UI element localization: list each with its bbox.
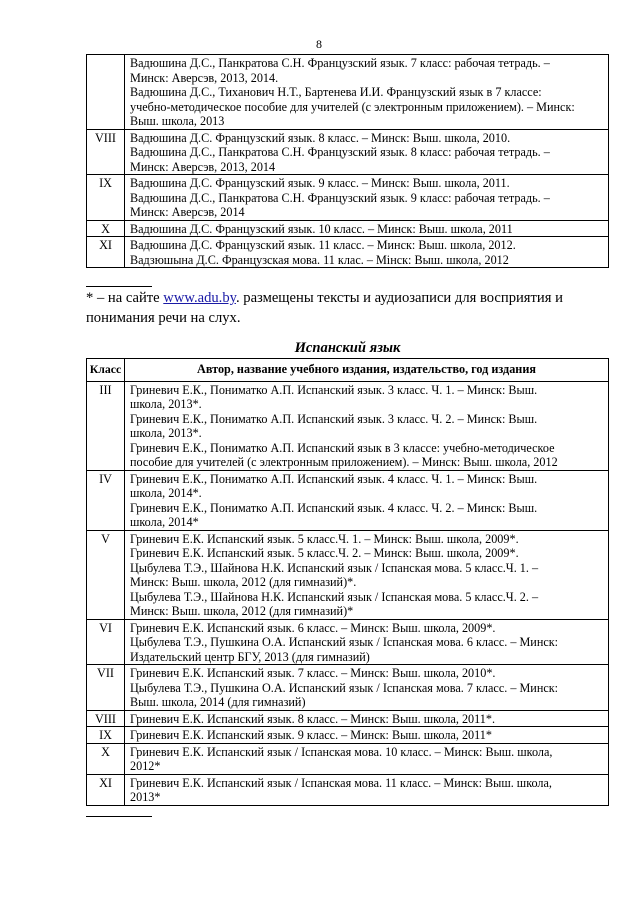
- content-cell: [125, 220, 609, 237]
- spanish-table-body: [87, 381, 609, 805]
- adu-by-link[interactable]: www.adu.by: [163, 290, 236, 306]
- content-line: Издательский центр БГУ, 2013 (для гимназий): [130, 649, 370, 664]
- content-line: Минск: Выш. школа, 2012 (для гимназий)*.: [130, 575, 357, 589]
- content-cell: [125, 55, 609, 130]
- content-line: Вадюшина Д.С. Французский язык. 9 класс. – Минск: Выш. школа, 2011.: [130, 176, 510, 190]
- content-line: Гриневич Е.К. Испанский язык. 6 класс. – Минск: Выш. школа, 2009*.: [130, 620, 496, 635]
- class-cell: IX: [87, 727, 125, 744]
- content-line: Цыбулева Т.Э., Пушкина О.А. Испанский язык / Іспанская мова. 7 класс. – Минск:: [130, 680, 559, 695]
- table-row: [87, 619, 609, 665]
- content-line: Вадюшина Д.С., Панкратова С.Н. Французский язык. 9 класс: рабочая тетрадь. –: [130, 190, 550, 205]
- content-line: Вадюшина Д.С. Французский язык. 8 класс. – Минск: Выш. школа, 2010.: [130, 130, 511, 145]
- content-cell: [125, 774, 609, 805]
- footnote-suffix: . размещены тексты и аудиозаписи для восприятия и: [235, 290, 563, 306]
- footnote: [86, 288, 609, 328]
- content-line: 2012*: [130, 759, 161, 773]
- class-cell: VIII: [87, 129, 125, 175]
- content-line: Гриневич Е.К., Пониматко А.П. Испанский язык. 3 класс. Ч. 2. – Минск: Выш.: [130, 411, 538, 426]
- content-line: Вадюшина Д.С. Французский язык. 10 класс. – Минск: Выш. школа, 2011: [130, 221, 513, 236]
- footnote-prefix: * – на сайте: [86, 290, 164, 306]
- table-row: [87, 381, 609, 470]
- table-row: [87, 710, 609, 727]
- table-row: [87, 774, 609, 805]
- content-line: школа, 2014*: [130, 515, 199, 529]
- class-cell: IV: [87, 470, 125, 530]
- bottom-separator: [86, 816, 152, 817]
- footnote-text: [86, 288, 563, 308]
- class-cell: X: [87, 220, 125, 237]
- content-cell: [125, 710, 609, 727]
- content-cell: [125, 743, 609, 774]
- content-line: Минск: Выш. школа, 2012 (для гимназий)*: [130, 604, 354, 618]
- content-line: Гриневич Е.К., Пониматко А.П. Испанский язык в 3 классе: учебно-методическое: [130, 440, 555, 455]
- content-line: Гриневич Е.К. Испанский язык. 9 класс. – Минск: Выш. школа, 2011*: [130, 728, 492, 742]
- content-line: школа, 2013*.: [130, 397, 202, 411]
- content-line: Гриневич Е.К., Пониматко А.П. Испанский язык. 4 класс. Ч. 1. – Минск: Выш.: [130, 471, 538, 486]
- french-textbooks-table: [86, 54, 609, 268]
- class-cell: V: [87, 530, 125, 619]
- content-line: пособие для учителей (с электронным приложением). – Минск: Выш. школа, 2012: [130, 455, 558, 469]
- content-line: Вадзюшына Д.С. Французская мова. 11 клас. – Мінск: Выш. школа, 2012: [130, 252, 509, 267]
- header-content: Автор, название учебного издания, издательство, год издания: [125, 359, 609, 382]
- table-row: [87, 530, 609, 619]
- content-cell: [125, 665, 609, 711]
- content-cell: [125, 129, 609, 175]
- class-cell: III: [87, 381, 125, 470]
- content-cell: [125, 470, 609, 530]
- content-line: Выш. школа, 2013: [130, 114, 225, 128]
- class-cell: [87, 55, 125, 130]
- content-line: Цыбулева Т.Э., Шайнова Н.К. Испанский язык / Іспанская мова. 5 класс.Ч. 1. –: [130, 560, 539, 575]
- content-line: 2013*: [130, 790, 161, 804]
- content-line: Гриневич Е.К. Испанский язык. 8 класс. – Минск: Выш. школа, 2011*.: [130, 711, 496, 726]
- content-line: Минск: Аверсэв, 2013, 2014.: [130, 70, 279, 85]
- header-class: Класс: [87, 359, 125, 382]
- content-line: Гриневич Е.К. Испанский язык / Іспанская мова. 10 класс. – Минск: Выш. школа,: [130, 744, 553, 759]
- table-header-row: [87, 359, 609, 382]
- table-row: [87, 470, 609, 530]
- content-cell: [125, 175, 609, 221]
- table-row: [87, 743, 609, 774]
- content-cell: [125, 530, 609, 619]
- table-row: [87, 175, 609, 221]
- class-cell: IX: [87, 175, 125, 221]
- table-row: [87, 237, 609, 268]
- content-cell: [125, 237, 609, 268]
- content-line: Вадюшина Д.С., Панкратова С.Н. Французский язык. 8 класс: рабочая тетрадь. –: [130, 145, 550, 159]
- content-line: Выш. школа, 2014 (для гимназий): [130, 695, 306, 709]
- content-line: Минск: Аверсэв, 2013, 2014: [130, 159, 276, 174]
- content-line: Гриневич Е.К. Испанский язык. 5 класс.Ч. 1. – Минск: Выш. школа, 2009*.: [130, 531, 519, 546]
- content-line: Цыбулева Т.Э., Шайнова Н.К. Испанский язык / Іспанская мова. 5 класс.Ч. 2. –: [130, 589, 539, 604]
- content-cell: [125, 619, 609, 665]
- content-line: Гриневич Е.К. Испанский язык / Іспанская мова. 11 класс. – Минск: Выш. школа,: [130, 775, 552, 790]
- class-cell: XI: [87, 774, 125, 805]
- class-cell: VII: [87, 665, 125, 711]
- footnote-line-2: понимания речи на слух.: [86, 310, 241, 326]
- spanish-table-head: [87, 359, 609, 382]
- table-row: [87, 220, 609, 237]
- table-row: [87, 55, 609, 130]
- section-title-spanish: Испанский язык: [294, 340, 401, 356]
- french-table-body: [87, 55, 609, 268]
- content-line: Вадюшина Д.С., Тиханович Н.Т., Бартенева И.И. Французский язык в 7 классе:: [130, 85, 542, 99]
- table-row: [87, 727, 609, 744]
- class-cell: VIII: [87, 710, 125, 727]
- footnote-line-1: [86, 288, 609, 308]
- footnote-separator: [86, 286, 152, 287]
- table-row: [87, 665, 609, 711]
- spanish-textbooks-table: [86, 358, 609, 806]
- content-line: Гриневич Е.К., Пониматко А.П. Испанский язык. 4 класс. Ч. 2. – Минск: Выш.: [130, 500, 538, 515]
- class-cell: XI: [87, 237, 125, 268]
- page-number: 8: [316, 37, 322, 51]
- content-line: школа, 2014*.: [130, 486, 202, 500]
- content-line: Цыбулева Т.Э., Пушкина О.А. Испанский язык / Іспанская мова. 6 класс. – Минск:: [130, 635, 559, 649]
- class-cell: VI: [87, 619, 125, 665]
- content-line: Минск: Аверсэв, 2014: [130, 205, 245, 219]
- class-cell: X: [87, 743, 125, 774]
- content-line: Вадюшина Д.С. Французский язык. 11 класс. – Минск: Выш. школа, 2012.: [130, 238, 516, 252]
- table-row: [87, 129, 609, 175]
- content-line: Гриневич Е.К. Испанский язык. 7 класс. – Минск: Выш. школа, 2010*.: [130, 666, 496, 680]
- content-line: Гриневич Е.К. Испанский язык. 5 класс.Ч. 2. – Минск: Выш. школа, 2009*.: [130, 546, 519, 560]
- content-line: Гриневич Е.К., Пониматко А.П. Испанский язык. 3 класс. Ч. 1. – Минск: Выш.: [130, 382, 538, 397]
- content-line: учебно-методическое пособие для учителей (с электронным приложением). – Минск:: [130, 99, 575, 114]
- content-cell: [125, 381, 609, 470]
- content-line: школа, 2013*.: [130, 426, 202, 440]
- content-line: Вадюшина Д.С., Панкратова С.Н. Французский язык. 7 класс: рабочая тетрадь. –: [130, 56, 550, 70]
- content-cell: [125, 727, 609, 744]
